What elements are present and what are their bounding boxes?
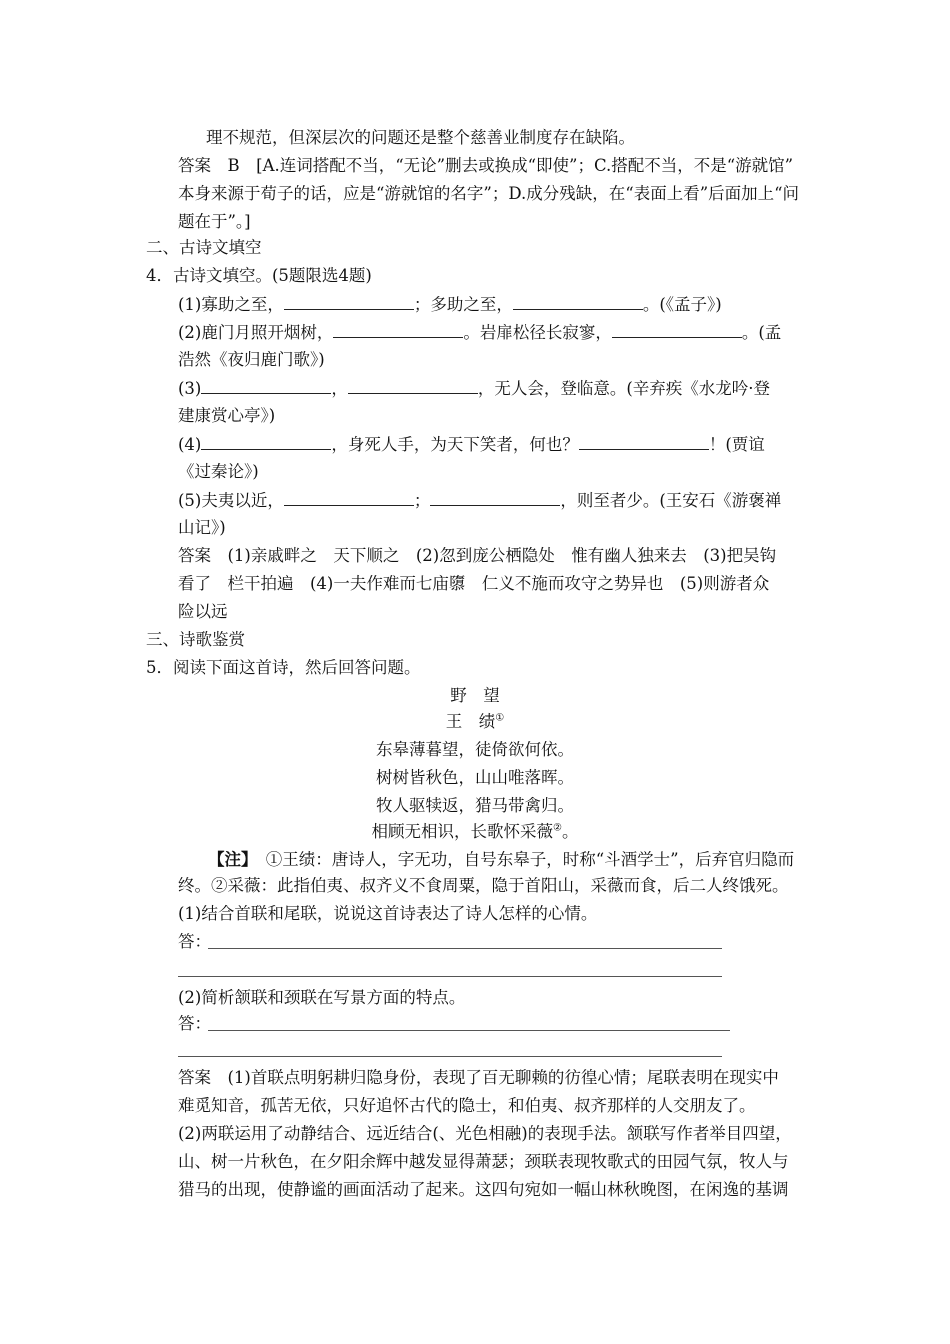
fill-item-cont: 《过秦论》) bbox=[178, 462, 259, 481]
item-text: 。(孟 bbox=[741, 323, 782, 342]
answer-blank[interactable] bbox=[284, 490, 414, 506]
item-text: ！(贾谊 bbox=[708, 435, 765, 454]
answer-blank[interactable] bbox=[201, 378, 331, 394]
note-label: 【注】 bbox=[208, 850, 258, 869]
item-text: ，则至者少。(王安石《游褒禅 bbox=[560, 491, 782, 510]
answer-line: (2)两联运用了动静结合、远近结合(、光色相融)的表现手法。颔联写作者举目四望， bbox=[178, 1124, 792, 1143]
answer-prefix: 答： bbox=[178, 1014, 211, 1033]
note-line: 终。②采薇：此指伯夷、叔齐义不食周粟，隐于首阳山，采薇而食，后二人终饿死。 bbox=[178, 876, 789, 895]
note-line bbox=[208, 850, 794, 870]
answer-line: 本身来源于荀子的话，应是“游就馆的名字”；D.成分残缺，在“表面上看”后面加上“问 bbox=[178, 184, 800, 203]
item-text: 。岩扉松径长寂寥， bbox=[463, 323, 612, 342]
section-heading: 三、诗歌鉴赏 bbox=[146, 630, 245, 649]
note-text: ①王绩：唐诗人，字无功，自号东皋子，时称“斗酒学士”，后弃官归隐而 bbox=[265, 850, 795, 869]
item-text: (2)鹿门月照开烟树， bbox=[178, 323, 334, 342]
answer-blank[interactable] bbox=[348, 378, 478, 394]
answer-blank[interactable] bbox=[513, 294, 643, 310]
fill-item-cont: 山记》) bbox=[178, 518, 226, 537]
answer-blank[interactable] bbox=[430, 490, 560, 506]
item-text: (5)夫夷以近， bbox=[178, 491, 284, 510]
answer-line: 山、树一片秋色，在夕阳余辉中越发显得萧瑟；颈联表现牧歌式的田园气氛，牧人与 bbox=[178, 1152, 789, 1171]
answer-line: 看了 栏干拍遍 (4)一夫作难而七庙隳 仁义不施而攻守之势异也 (5)则游者众 bbox=[178, 574, 770, 593]
item-text: (1)寡助之至， bbox=[178, 295, 284, 314]
poem-title: 野 望 bbox=[450, 686, 500, 705]
fill-item bbox=[178, 490, 781, 511]
answer-line-rule[interactable] bbox=[208, 1030, 730, 1031]
question-title: 4．古诗文填空。(5题限选4题) bbox=[146, 266, 372, 285]
fill-item bbox=[178, 294, 722, 315]
answer-blank[interactable] bbox=[201, 434, 331, 450]
poem-line bbox=[0, 822, 950, 842]
answer-line: 猎马的出现，使静谧的画面活动了起来。这四句宛如一幅山林秋晚图，在闲逸的基调 bbox=[178, 1180, 789, 1199]
item-text: ； bbox=[413, 491, 431, 510]
item-text: ；多助之至， bbox=[413, 295, 513, 314]
poem-line: 牧人驱犊返，猎马带禽归。 bbox=[376, 796, 574, 815]
answer-line: 险以远 bbox=[178, 602, 228, 621]
answer-prefix: 答： bbox=[178, 932, 211, 951]
poem-line-text: 相顾无相识，长歌怀采薇 bbox=[371, 822, 554, 841]
item-text: ，无人会，登临意。(辛弃疾《水龙吟·登 bbox=[477, 379, 771, 398]
question-title: 5．阅读下面这首诗，然后回答问题。 bbox=[146, 658, 421, 677]
answer-blank[interactable] bbox=[579, 434, 709, 450]
author-name: 王 绩 bbox=[445, 712, 496, 731]
poem-author bbox=[0, 712, 950, 732]
item-text: (4) bbox=[178, 435, 202, 454]
answer-line-rule[interactable] bbox=[178, 976, 722, 977]
poem-line: 东皋薄暮望，徒倚欲何依。 bbox=[376, 740, 574, 759]
footnote-mark: ② bbox=[553, 822, 562, 834]
poem-line-end: 。 bbox=[561, 822, 579, 841]
item-text: ，身死人手，为天下笑者，何也？ bbox=[331, 435, 579, 454]
answer-line: 答案 B [A.连词搭配不当，“无论”删去或换成“即使”；C.搭配不当，不是“游就馆” bbox=[178, 156, 794, 175]
fill-item-cont: 浩然《夜归鹿门歌》) bbox=[178, 350, 325, 369]
footnote-mark: ① bbox=[495, 712, 505, 724]
sub-question: (1)结合首联和尾联，说说这首诗表达了诗人怎样的心情。 bbox=[178, 904, 598, 923]
fill-item bbox=[178, 434, 765, 455]
fill-item-cont: 建康赏心亭》) bbox=[178, 406, 276, 425]
fill-item bbox=[178, 322, 781, 343]
fill-item bbox=[178, 378, 770, 399]
answer-line: 答案 (1)首联点明躬耕归隐身份，表现了百无聊赖的彷徨心情；尾联表明在现实中 bbox=[178, 1068, 779, 1087]
answer-blank[interactable] bbox=[333, 322, 463, 338]
item-text: ， bbox=[331, 379, 348, 398]
poem-line: 树树皆秋色，山山唯落晖。 bbox=[376, 768, 574, 787]
answer-blank[interactable] bbox=[284, 294, 414, 310]
answer-line-rule[interactable] bbox=[208, 948, 722, 949]
answer-line-rule[interactable] bbox=[178, 1056, 722, 1057]
answer-line: 答案 (1)亲戚畔之 天下顺之 (2)忽到庞公栖隐处 惟有幽人独来去 (3)把吴钩 bbox=[178, 546, 777, 565]
answer-line: 难觅知音，孤苦无依，只好追怀古代的隐士，和伯夷、叔齐那样的人交朋友了。 bbox=[178, 1096, 756, 1115]
paragraph-line: 理不规范，但深层次的问题还是整个慈善业制度存在缺陷。 bbox=[206, 128, 635, 147]
answer-blank[interactable] bbox=[612, 322, 742, 338]
section-heading: 二、古诗文填空 bbox=[146, 238, 262, 257]
item-text: (3) bbox=[178, 379, 202, 398]
sub-question: (2)简析颔联和颈联在写景方面的特点。 bbox=[178, 988, 466, 1007]
item-text: 。(《孟子》) bbox=[642, 295, 722, 314]
answer-line: 题在于”。] bbox=[178, 212, 251, 231]
